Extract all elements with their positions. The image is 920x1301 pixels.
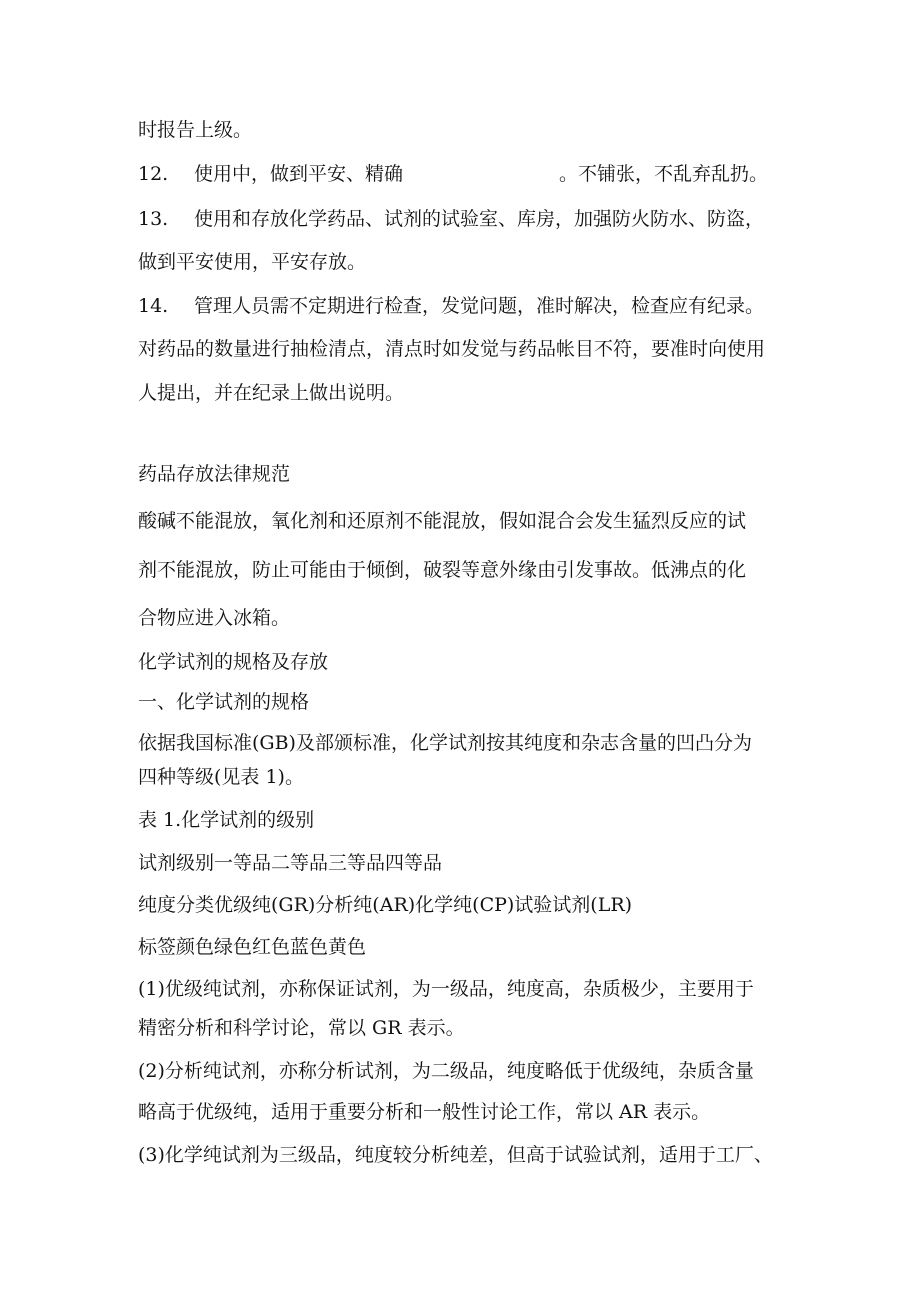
table-row-grade: 试剂级别一等品二等品三等品四等品	[138, 852, 443, 874]
item2-line2: 略高于优级纯，适用于重要分析和一般性讨论工作，常以 AR 表示。	[138, 1101, 711, 1123]
spec-intro-1: 依据我国标准(GB)及部颁标准，化学试剂按其纯度和杂志含量的凹凸分为	[138, 732, 752, 754]
p14-line1	[138, 294, 788, 318]
spec-subheading: 一、化学试剂的规格	[138, 691, 310, 713]
p13-line1	[138, 207, 788, 231]
item3-line1: (3)化学纯试剂为三级品，纯度较分析纯差，但高于试验试剂，适用于工厂、	[138, 1144, 773, 1166]
storage-heading: 药品存放法律规范	[138, 463, 291, 485]
storage-line1: 酸碱不能混放，氧化剂和还原剂不能混放，假如混合会发生猛烈反应的试	[138, 510, 747, 532]
p13-line2: 做到平安使用，平安存放。	[138, 251, 367, 273]
p14-line3: 人提出，并在纪录上做出说明。	[138, 382, 405, 404]
p12-number: 12.	[138, 163, 169, 185]
table-row-label-color: 标签颜色绿色红色蓝色黄色	[138, 936, 367, 958]
item2-line1: (2)分析纯试剂，亦称分析试剂，为二级品，纯度略低于优级纯，杂质含量	[138, 1060, 754, 1082]
p13-text-1: 使用和存放化学药品、试剂的试验室、库房，加强防火防水、防盗，	[194, 208, 765, 230]
storage-line2: 剂不能混放，防止可能由于倾倒，破裂等意外缘由引发事故。低沸点的化	[138, 559, 747, 581]
spec-heading: 化学试剂的规格及存放	[138, 651, 329, 673]
table-row-purity: 纯度分类优级纯(GR)分析纯(AR)化学纯(CP)试验试剂(LR)	[138, 894, 633, 916]
p12-text-b: 。不铺张，不乱弃乱扔。	[559, 163, 769, 185]
p11-tail: 时报告上级。	[138, 119, 253, 141]
p12-text-a: 使用中，做到平安、精确	[194, 163, 404, 185]
p13-number: 13.	[138, 208, 169, 230]
p14-line2: 对药品的数量进行抽检清点，清点时如发觉与药品帐目不符，要准时向使用	[138, 338, 766, 360]
p14-number: 14.	[138, 295, 169, 317]
item1-line1: (1)优级纯试剂，亦称保证试剂，为一级品，纯度高，杂质极少，主要用于	[138, 978, 754, 1000]
table-caption: 表 1.化学试剂的级别	[138, 809, 315, 831]
p12-line	[138, 162, 788, 186]
spec-intro-2: 四种等级(见表 1)。	[138, 766, 304, 788]
p14-text-1: 管理人员需不定期进行检查，发觉问题，准时解决，检查应有纪录。	[194, 295, 765, 317]
item1-line2: 精密分析和科学讨论，常以 GR 表示。	[138, 1017, 465, 1039]
storage-line3: 合物应进入冰箱。	[138, 607, 291, 629]
